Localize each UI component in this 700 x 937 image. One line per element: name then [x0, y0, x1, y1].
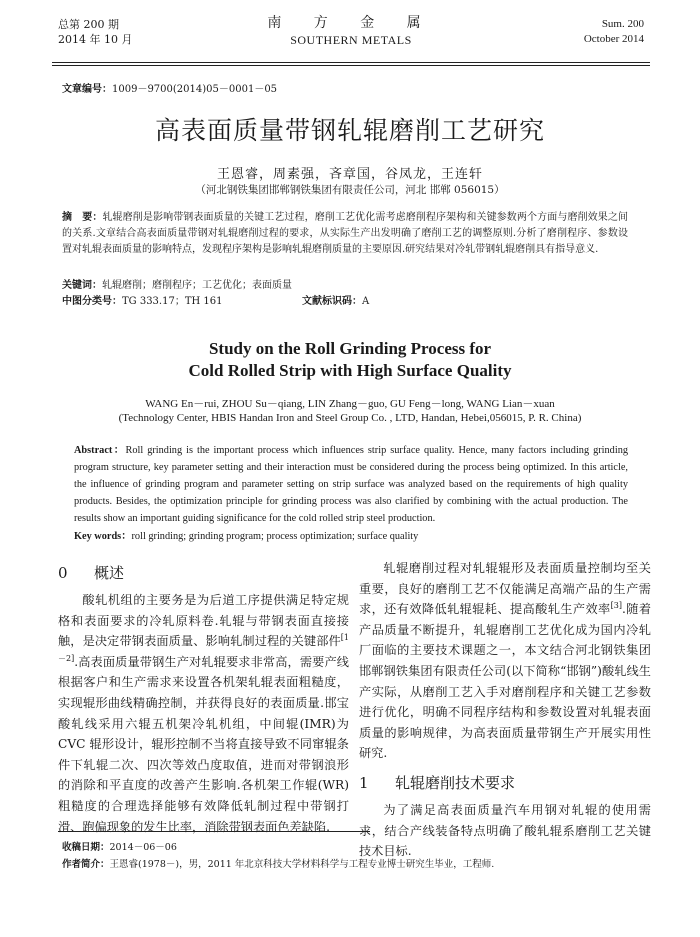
- section-0-paragraph-1: [58, 590, 349, 837]
- keywords-en-text: roll grinding; grinding program; process optimization; surface quality: [131, 531, 419, 542]
- author-bio-label: 作者简介：: [62, 859, 110, 870]
- section-0-number: 0: [58, 564, 68, 582]
- author-bio-text: 王恩睿(1978－)，男，2011 年北京科技大学材料科学与工程专业博士研究生毕业，工程师.: [109, 859, 495, 870]
- section-1-paragraph-1: 为了满足高表面质量汽车用钢对轧辊的使用需求，结合产线装备特点明确了酸轧辊系磨削工艺关键技术目标.: [359, 802, 651, 859]
- section-0-para1-text-a: 酸轧机组的主要务是为后道工序提供满足特定规格和表面要求的冷轧原料卷.轧辊与带钢表面直接接触，是决定带钢表面质量、影响轧制过程的关键部件: [58, 593, 349, 649]
- issue-info-en: [584, 17, 644, 47]
- journal-name: [50, 13, 652, 48]
- classification-cn: [62, 292, 222, 307]
- section-0-para2-text-a: 轧辊磨削过程对轧辊辊形及表面质量控制均至关重要，良好的磨削工艺不仅能满足高端产品的生产需求，还有效降低轧辊辊耗、提高酸轧生产效率: [359, 561, 651, 617]
- section-0-para1-text-b: .高表面质量带钢生产对轧辊要求非常高，需要产线根据客户和生产需求来设置各机架轧辊表面粗糙度，实现辊形曲线精确控制，并获得良好的表面质量.邯宝酸轧线采用六辊五机架冷轧机组，中间辊(IMR)为 CVC 辊形设计，辊形控制不当将直接导致不同窜辊条件下轧辊二次、四次等效凸度取值，进而对带钢浪形的消除和平直度的改善产生影响.各机架工作辊(WR)粗糙度的合理选择能够有效降低轧制过程中带钢打滑、跑偏现象的发生比率，消除带钢表面色差缺陷.: [58, 654, 349, 834]
- document-code-label: 文献标识码：: [302, 296, 362, 307]
- document-code-text: A: [362, 296, 370, 307]
- document-code: [302, 292, 369, 307]
- abstract-en: [74, 442, 628, 527]
- header-rule-thick: [52, 62, 650, 63]
- section-1-number: 1: [359, 773, 369, 792]
- article-number: [62, 80, 277, 95]
- body-column-right: [359, 558, 651, 862]
- keywords-cn-text: 轧辊磨削；磨削程序；工艺优化；表面质量: [102, 280, 292, 291]
- section-1-heading: [359, 772, 651, 794]
- keywords-cn-label: 关键词：: [62, 280, 102, 291]
- abstract-en-text: Roll grinding is the important process which influences strip surface quality. Hence, many factors including grinding program structure, key parameter setting and their interaction must be considered during the process being optimized. In this article, the influence of grinding program and parameter setting on strip surface was analyzed based on the requirements of high quality products. Besides, the optimization principle for grinding process was also clarified by combining with the actual production. The results show an important guiding significance for the cold rolled strip steel production.: [74, 445, 628, 524]
- citation-3: [3]: [610, 601, 622, 611]
- issue-date-cn: 2014 年 10 月: [58, 33, 133, 46]
- classification-cn-label: 中图分类号：: [62, 296, 122, 307]
- authors-en: WANG En－rui, ZHOU Su－qiang, LIN Zhang－guo, GU Feng－long, WANG Lian－xuan: [145, 398, 555, 410]
- article-number-value: 1009－9700(2014)05－0001－05: [112, 84, 278, 95]
- section-0-para2-text-b: .随着产品质量不断提升，轧辊磨削工艺优化成为国内冷轧厂面临的主要技术课题之一，本文结合河北钢铁集团邯郸钢铁集团有限责任公司(以下简称“邯钢”)酸轧线生产实际，从磨削工艺入手对磨削程序和关键工艺参数进行优化，明确不同程序结构和参数设置对轧辊表面质量的影响规律，为高表面质量带钢生产开展实用性研究.: [359, 602, 652, 761]
- running-header: [50, 13, 652, 59]
- authors-cn: 王恩睿，周素强，吝章国，谷凤龙，王连轩: [216, 167, 483, 182]
- classification-cn-text: TG 333.17；TH 161: [122, 296, 223, 307]
- section-0-paragraph-2: [359, 558, 651, 764]
- received-date-label: 收稿日期：: [62, 842, 110, 853]
- received-date: [62, 839, 177, 853]
- affiliation-cn: （河北钢铁集团邯郸钢铁集团有限责任公司，河北 邯郸 056015）: [195, 184, 505, 196]
- page-title-cn: 高表面质量带钢轧辊磨削工艺研究: [154, 116, 545, 145]
- journal-name-cn: 南 方 金 属: [267, 15, 435, 31]
- abstract-en-label: Abstract：: [74, 445, 126, 456]
- page-title-en: [0, 338, 700, 382]
- header-rule-thin: [52, 65, 650, 66]
- issue-number-cn: 总第 200 期: [58, 18, 119, 31]
- abstract-cn-text: 轧辊磨削是影响带钢表面质量的关键工艺过程，磨削工艺优化需考虑磨削程序架构和关键参数两个方面与磨削效果之间的关系.文章结合高表面质量带钢对轧辊磨削过程的要求，从实际生产出发明确了磨削工艺的调整原则.分析了磨削程序、参数设置对轧辊表面质量的影响特点，发现程序架构是影响轧辊磨削质量的主要原因.研究结果对冷轧带钢轧辊磨削具有指导意义.: [62, 212, 629, 255]
- received-date-value: 2014－06－06: [109, 842, 177, 853]
- abstract-cn-label: 摘 要：: [62, 212, 103, 223]
- journal-name-en: SOUTHERN METALS: [290, 33, 412, 47]
- keywords-cn: [62, 276, 292, 291]
- body-column-left: [58, 558, 349, 837]
- footnote-rule: [58, 831, 370, 832]
- abstract-cn: [62, 210, 628, 258]
- issue-date-en: October 2014: [583, 33, 644, 45]
- title-en-line2: Cold Rolled Strip with High Surface Quality: [188, 361, 512, 380]
- citation-1-2: [1－2]: [58, 633, 349, 663]
- affiliation-en: (Technology Center, HBIS Handan Iron and Steel Group Co. , LTD, Handan, Hebei,056015, P. R. China): [118, 412, 582, 424]
- article-number-label: 文章编号：: [62, 84, 112, 95]
- keywords-en: [74, 527, 418, 542]
- title-en-line1: Study on the Roll Grinding Process for: [208, 339, 492, 358]
- section-0-heading: [58, 562, 349, 584]
- section-1-title: 轧辊磨削技术要求: [395, 773, 516, 792]
- section-0-title: 概述: [94, 564, 125, 582]
- author-bio: [62, 856, 494, 870]
- issue-number-en: Sum. 200: [601, 18, 644, 30]
- keywords-en-label: Key words：: [74, 531, 132, 542]
